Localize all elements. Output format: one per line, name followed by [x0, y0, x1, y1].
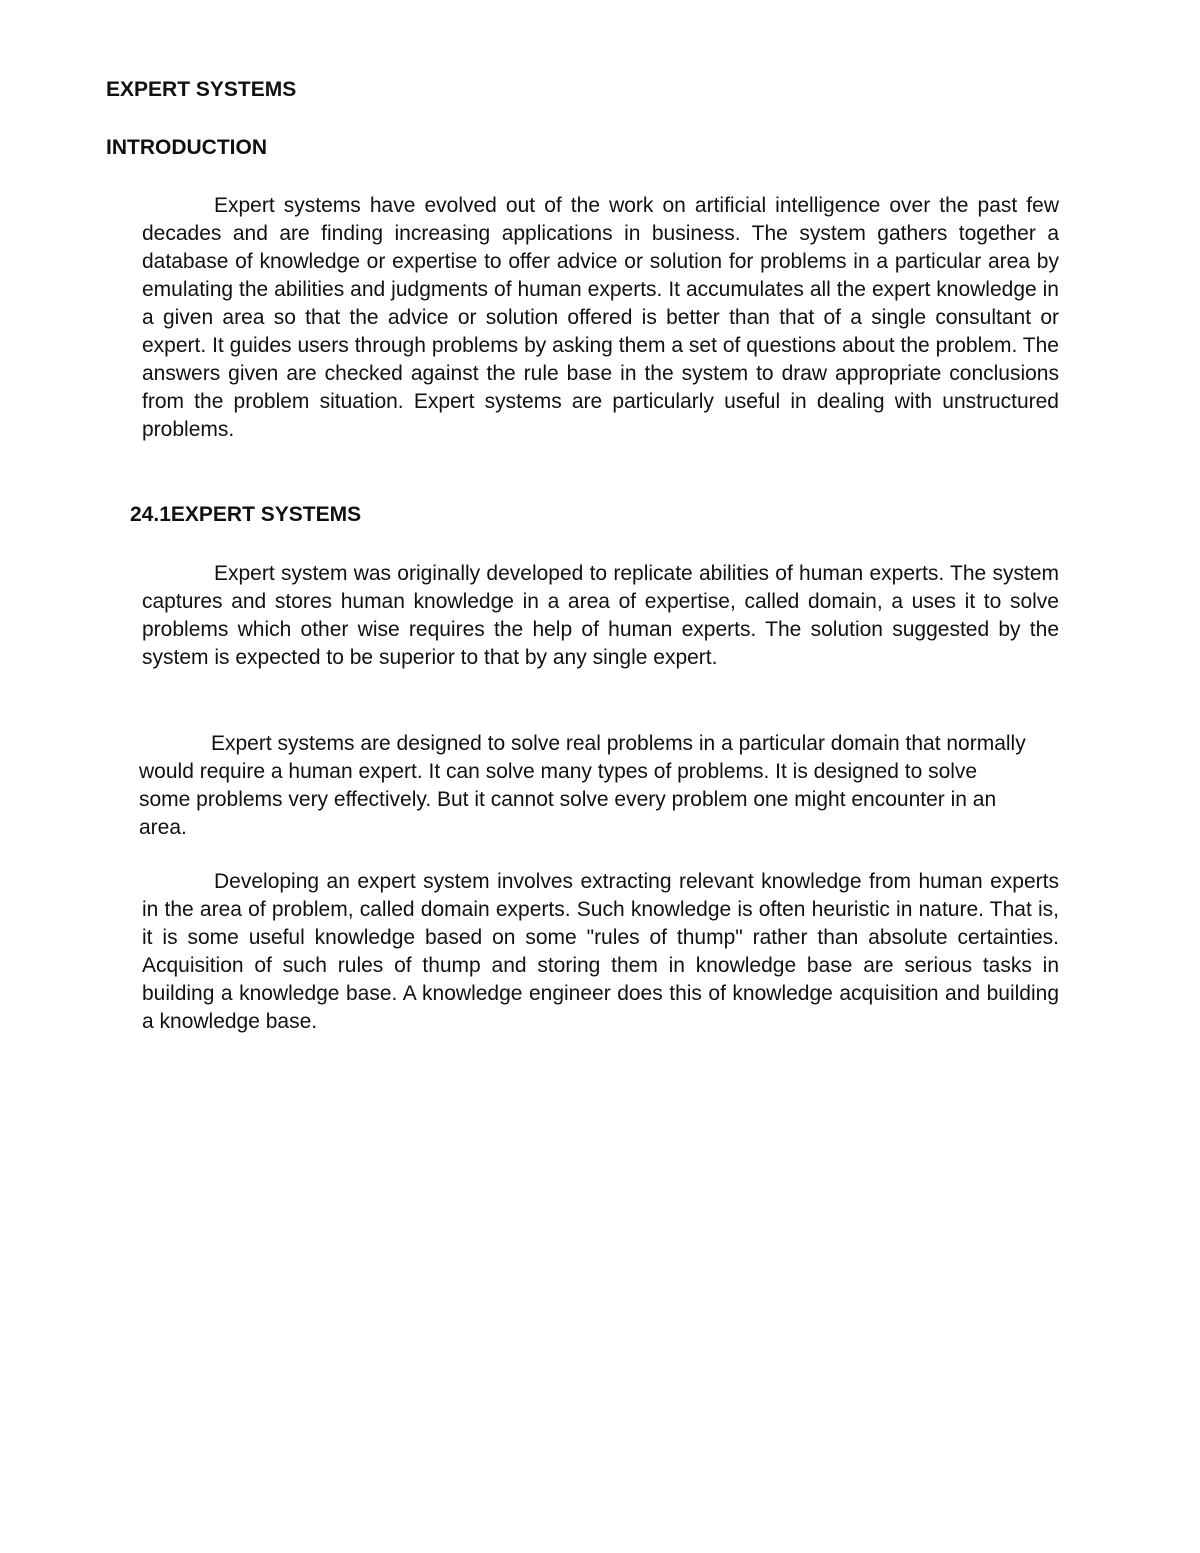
section-paragraph: Developing an expert system involves extracting relevant knowledge from human experts in the area of problem, called domain experts. Such knowledge is often heuristic in nature. That is, it is some useful knowledge based on some "rules of thump" rather than absolute certainties. Acquisition of such rules of thump and storing them in knowledge base are serious tasks in building a knowledge base. A knowledge engineer does this of knowledge acquisition and building a knowledge base. — [142, 870, 1059, 1033]
section-paragraph: Expert systems are designed to solve real problems in a particular domain that normally would require a human expert. It can solve many types of problems. It is designed to solve some problems very effectively. But it cannot solve every problem one might encounter in an area. — [139, 732, 1026, 839]
introduction-paragraph: Expert systems have evolved out of the work on artificial intelligence over the past few decades and are finding increasing applications in business. The system gathers together a database of knowledge or expertise to offer advice or solution for problems in a particular area by emulating the abilities and judgments of human experts. It accumulates all the expert knowledge in a given area so that the advice or solution offered is better than that of a single consultant or expert. It guides users through problems by asking them a set of questions about the problem. The answers given are checked against the rule base in the system to draw appropriate conclusions from the problem situation. Expert systems are particularly useful in dealing with unstructured problems. — [142, 194, 1059, 441]
document-title: EXPERT SYSTEMS — [106, 78, 297, 101]
introduction-heading: INTRODUCTION — [106, 136, 267, 159]
section-heading: 24.1EXPERT SYSTEMS — [130, 503, 362, 526]
section-paragraph: Expert system was originally developed to replicate abilities of human experts. The system captures and stores human knowledge in a area of expertise, called domain, a uses it to solve problems which other wise requires the help of human experts. The solution suggested by the system is expected to be superior to that by any single expert. — [142, 562, 1059, 669]
